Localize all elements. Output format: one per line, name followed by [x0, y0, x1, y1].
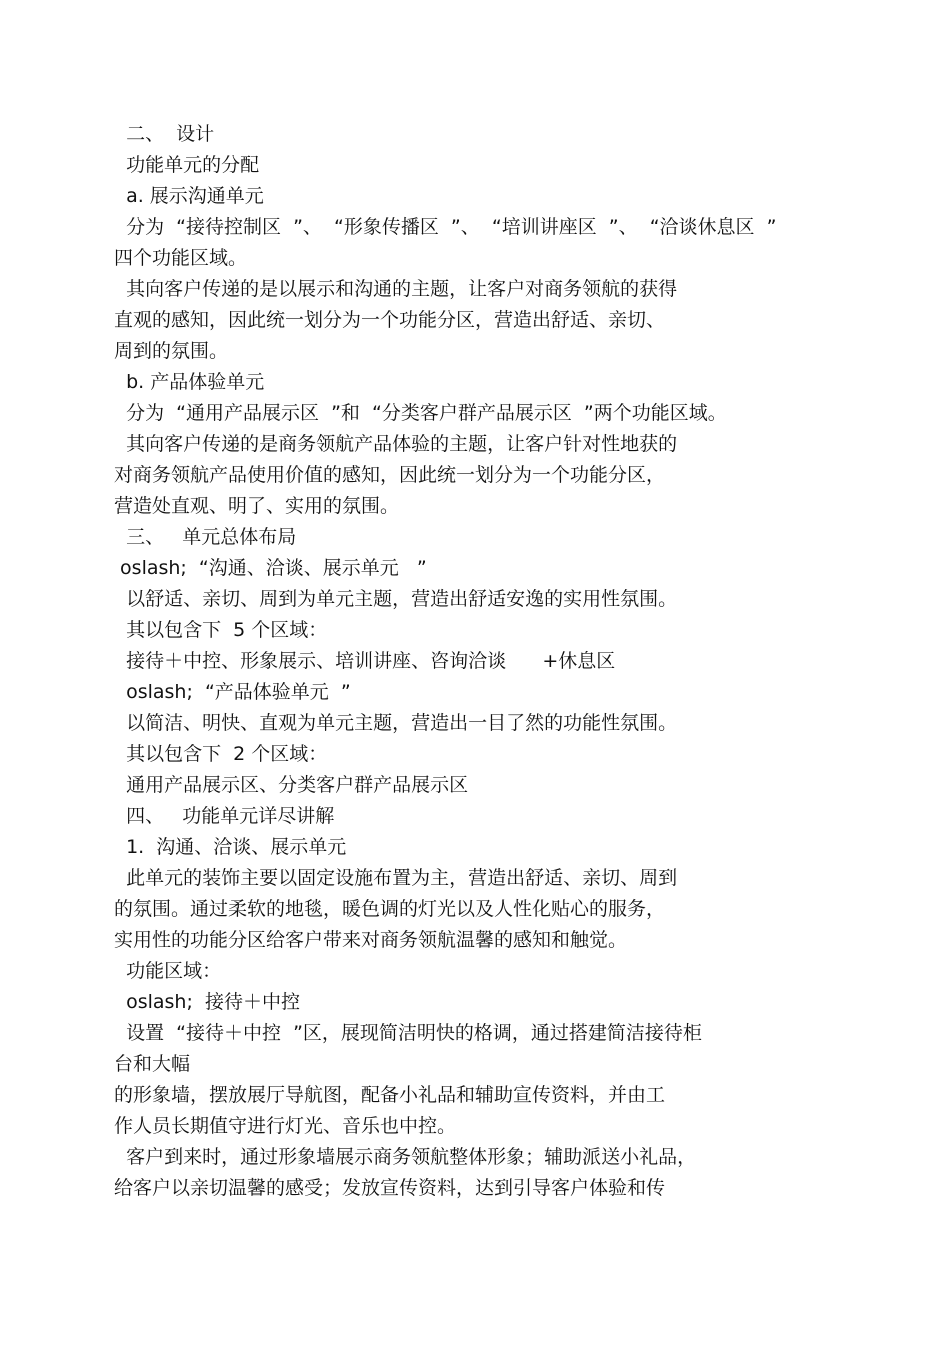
text-line: 周到的氛围。: [114, 340, 229, 362]
subheading-display-unit: a. 展示沟通单元: [114, 185, 264, 207]
text-line: 直观的感知，因此统一划分为一个功能分区，营造出舒适、亲切、: [114, 309, 666, 331]
text-line: 四个功能区域。: [114, 247, 248, 269]
text-line: 其以包含下 5 个区域：: [114, 619, 328, 641]
bullet-item: oslash; “沟通、洽谈、展示单元 ”: [114, 557, 427, 579]
text-line: 台和大幅: [114, 1053, 191, 1075]
bullet-item: oslash; 接待＋中控: [114, 991, 300, 1013]
text-line: 营造处直观、明了、实用的氛围。: [114, 495, 400, 517]
text-line: 分为 “接待控制区 ”、 “形象传播区 ”、 “培训讲座区 ”、 “洽谈休息区 ”: [114, 216, 777, 238]
text-line: 对商务领航产品使用价值的感知，因此统一划分为一个功能分区，: [114, 464, 666, 486]
text-line: 的形象墙，摆放展厅导航图，配备小礼品和辅助宣传资料，并由工: [114, 1084, 666, 1106]
section-heading-design: 二、 设计: [114, 123, 215, 145]
text-line: 给客户以亲切温馨的感受；发放宣传资料，达到引导客户体验和传: [114, 1177, 666, 1199]
text-line: 以简洁、明快、直观为单元主题，营造出一目了然的功能性氛围。: [114, 712, 678, 734]
text-line: 设置 “接待＋中控 ”区，展现简洁明快的格调，通过搭建简洁接待柜: [114, 1022, 702, 1044]
text-line: 其向客户传递的是以展示和沟通的主题，让客户对商务领航的获得: [114, 278, 678, 300]
subheading-product-unit: b. 产品体验单元: [114, 371, 265, 393]
text-line: 此单元的装饰主要以固定设施布置为主，营造出舒适、亲切、周到: [114, 867, 678, 889]
text-line: 接待＋中控、形象展示、培训讲座、咨询洽谈 +休息区: [114, 650, 616, 672]
text-line: 以舒适、亲切、周到为单元主题，营造出舒适安逸的实用性氛围。: [114, 588, 678, 610]
text-line: 通用产品展示区、分类客户群产品展示区: [114, 774, 469, 796]
text-line: 作人员长期值守进行灯光、音乐也中控。: [114, 1115, 457, 1137]
subheading-numbered: 1. 沟通、洽谈、展示单元: [114, 836, 347, 858]
text-line: 功能区域：: [114, 960, 222, 982]
subheading-unit-allocation: 功能单元的分配: [114, 154, 260, 176]
bullet-item: oslash; “产品体验单元 ”: [114, 681, 351, 703]
section-heading-layout: 三、 单元总体布局: [114, 526, 297, 548]
section-heading-details: 四、 功能单元详尽讲解: [114, 805, 335, 827]
text-line: 分为 “通用产品展示区 ”和 “分类客户群产品展示区 ”两个功能区域。: [114, 402, 727, 424]
text-line: 客户到来时，通过形象墙展示商务领航整体形象；辅助派送小礼品，: [114, 1146, 697, 1168]
text-line: 其以包含下 2 个区域：: [114, 743, 328, 765]
text-line: 的氛围。通过柔软的地毯，暖色调的灯光以及人性化贴心的服务，: [114, 898, 666, 920]
text-line: 其向客户传递的是商务领航产品体验的主题，让客户针对性地获的: [114, 433, 678, 455]
text-line: 实用性的功能分区给客户带来对商务领航温馨的感知和触觉。: [114, 929, 628, 951]
